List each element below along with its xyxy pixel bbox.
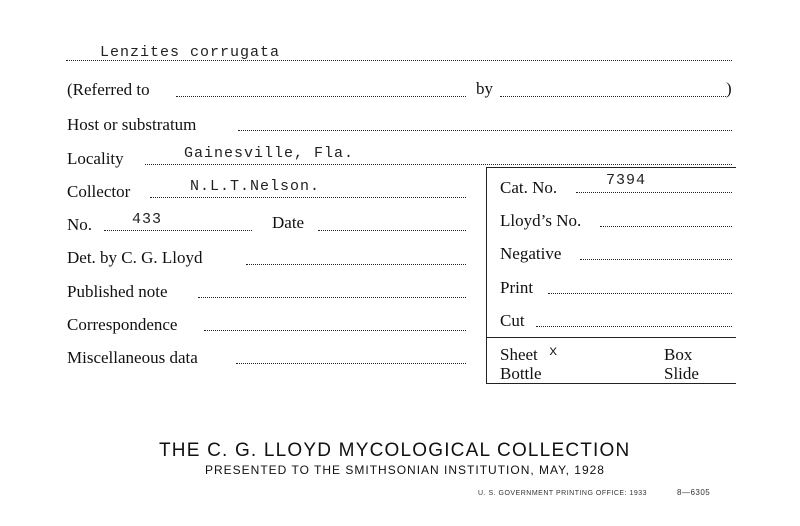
lloyds-no-label: Lloyd’s No. <box>500 211 582 230</box>
collector-value: N.L.T.Nelson. <box>190 178 321 195</box>
sheet-label: Sheet <box>500 345 538 364</box>
by-label: by <box>476 79 493 98</box>
collection-title: THE C. G. LLOYD MYCOLOGICAL COLLECTION <box>159 440 631 461</box>
collector-label: Collector <box>67 182 131 201</box>
negative-line <box>580 259 732 260</box>
misc-data-line <box>236 363 466 364</box>
correspondence-line <box>204 330 466 331</box>
close-paren: ) <box>726 79 732 98</box>
cat-no-value: 7394 <box>606 172 647 189</box>
slide-label: Slide <box>664 364 699 383</box>
right-box-divider <box>486 337 736 338</box>
lloyds-no-line <box>600 226 732 227</box>
by-line <box>500 96 726 97</box>
published-note-label: Published note <box>67 282 168 301</box>
right-box-left <box>486 167 487 384</box>
referred-to-line <box>176 96 466 97</box>
date-label: Date <box>272 213 305 232</box>
published-note-line <box>198 297 466 298</box>
collection-subtitle: PRESENTED TO THE SMITHSONIAN INSTITUTION, MAY, 1928 <box>205 463 605 477</box>
no-value: 433 <box>132 211 163 228</box>
no-line <box>104 230 252 231</box>
cut-line <box>536 326 732 327</box>
printing-office: U. S. GOVERNMENT PRINTING OFFICE: 1933 <box>478 490 648 497</box>
misc-data-label: Miscellaneous data <box>67 348 198 367</box>
date-line <box>318 230 466 231</box>
locality-label: Locality <box>67 149 124 168</box>
det-by-label: Det. by C. G. Lloyd <box>67 248 203 267</box>
correspondence-label: Correspondence <box>67 315 178 334</box>
cat-no-line <box>576 192 732 193</box>
host-label: Host or substratum <box>67 115 197 134</box>
host-line <box>238 130 732 131</box>
species-line <box>66 60 732 61</box>
no-label: No. <box>67 215 93 234</box>
bottle-label: Bottle <box>500 364 542 383</box>
right-box-top <box>486 167 736 168</box>
referred-to-label: (Referred to <box>67 80 150 99</box>
print-line <box>548 293 732 294</box>
locality-value: Gainesville, Fla. <box>184 145 355 162</box>
cat-no-label: Cat. No. <box>500 178 558 197</box>
species-name: Lenzites corrugata <box>100 44 281 61</box>
form-number: 8—6305 <box>677 488 711 497</box>
sheet-mark: x <box>549 344 559 360</box>
cut-label: Cut <box>500 311 525 330</box>
locality-line <box>145 164 732 165</box>
negative-label: Negative <box>500 244 562 263</box>
print-label: Print <box>500 278 534 297</box>
box-label: Box <box>664 345 693 364</box>
collector-line <box>150 197 466 198</box>
det-by-line <box>246 264 466 265</box>
